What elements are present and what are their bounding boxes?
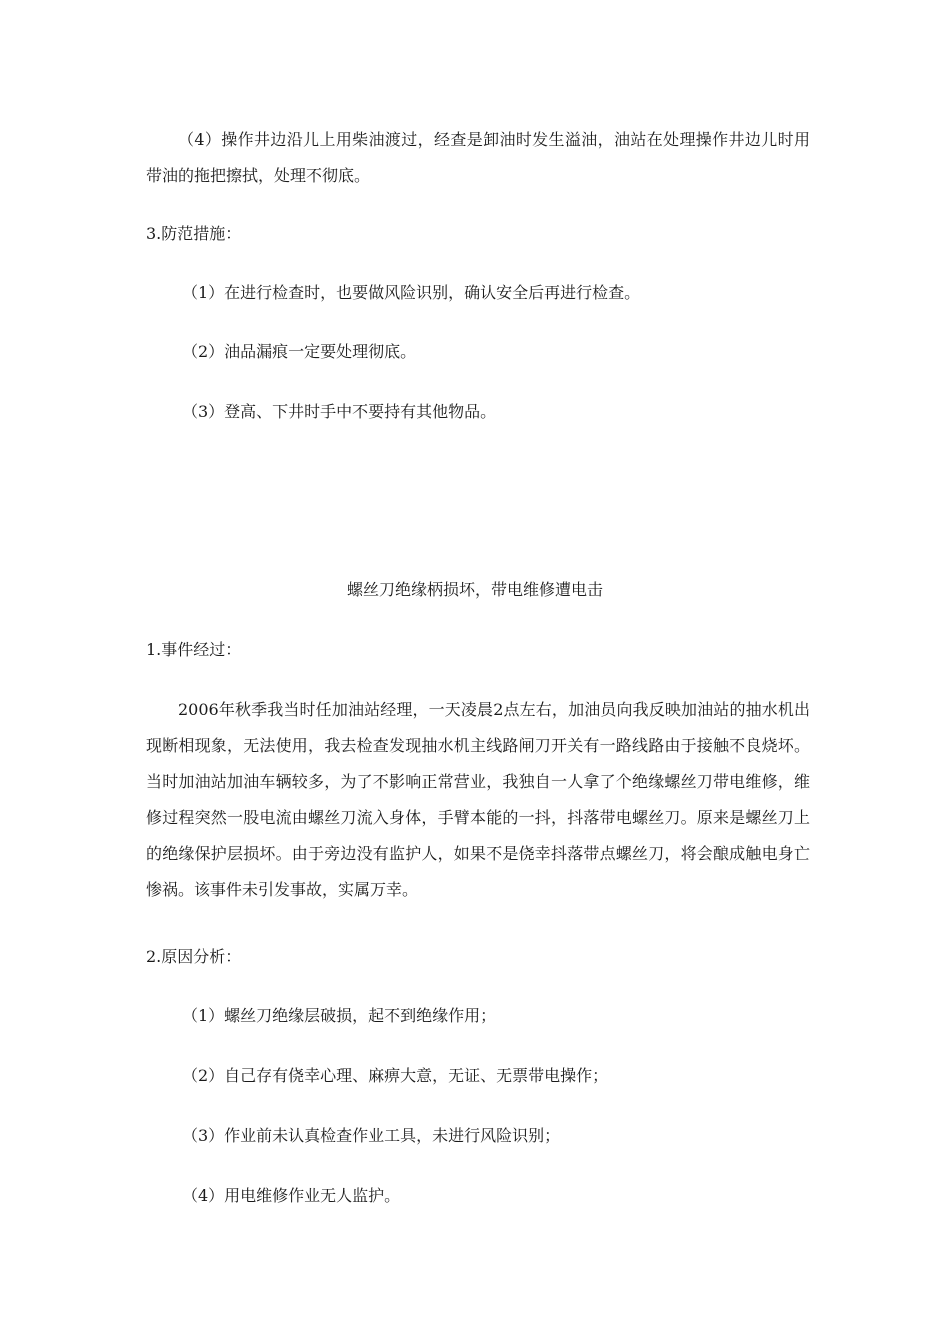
heading-prevention: 3.防范措施：: [146, 224, 242, 243]
cause-item-4: （4）用电维修作业无人监护。: [182, 1186, 401, 1205]
prevention-item-3: （3）登高、下井时手中不要持有其他物品。: [182, 402, 497, 421]
heading-cause: 2.原因分析：: [146, 947, 242, 966]
prevention-item-2: （2）油品漏痕一定要处理彻底。: [182, 342, 417, 361]
cause-item-2: （2）自己存有侥幸心理、麻痹大意，无证、无票带电操作；: [182, 1066, 609, 1085]
cause-item-1: （1）螺丝刀绝缘层破损，起不到绝缘作用；: [182, 1006, 497, 1025]
paragraph-item4: （4）操作井边沿儿上用柴油渡过，经查是卸油时发生溢油，油站在处理操作井边儿时用带油的拖把擦拭，处理不彻底。: [146, 130, 810, 185]
paragraph-event: 2006年秋季我当时任加油站经理，一天凌晨2点左右，加油员向我反映加油站的抽水机出现断相现象，无法使用，我去检查发现抽水机主线路闸刀开关有一路线路由于接触不良烧坏。当时加油站加油车辆较多，为了不影响正常营业，我独自一人拿了个绝缘螺丝刀带电维修，维修过程突然一股电流由螺丝刀流入身体，手臂本能的一抖，抖落带电螺丝刀。原来是螺丝刀上的绝缘保护层损坏。由于旁边没有监护人，如果不是侥幸抖落带点螺丝刀，将会酿成触电身亡惨祸。该事件未引发事故，实属万幸。: [146, 700, 810, 899]
heading-event: 1.事件经过：: [146, 640, 242, 659]
prevention-item-1: （1）在进行检查时，也要做风险识别，确认安全后再进行检查。: [182, 283, 641, 302]
section-title: 螺丝刀绝缘柄损坏，带电维修遭电击: [346, 580, 603, 599]
cause-item-3: （3）作业前未认真检查作业工具，未进行风险识别；: [182, 1126, 561, 1145]
